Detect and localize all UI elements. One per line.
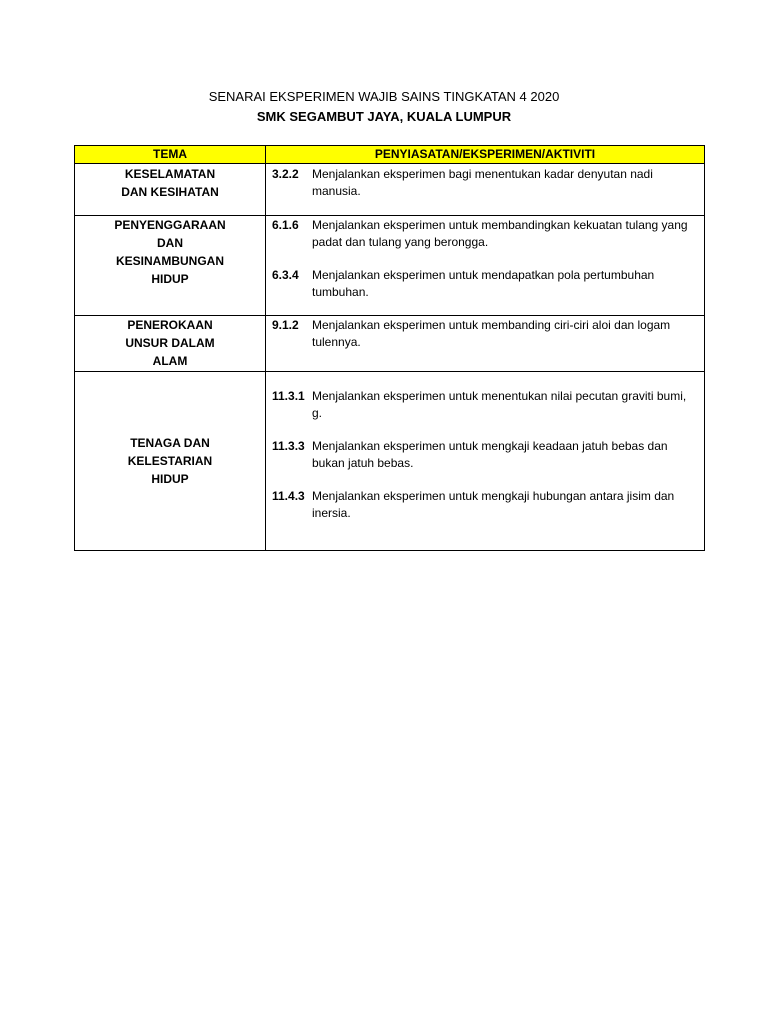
activity-text: Menjalankan eksperimen untuk mendapatkan pola pertumbuhan tumbuhan. — [312, 268, 655, 299]
table-row — [75, 164, 705, 216]
activity-code: 11.4.3 — [272, 489, 305, 503]
activity-item — [266, 317, 704, 351]
activity-code: 11.3.3 — [272, 439, 305, 453]
activity-code: 6.1.6 — [272, 218, 299, 232]
experiment-table — [74, 145, 705, 551]
activity-cell — [266, 216, 705, 316]
activity-code: 11.3.1 — [272, 389, 305, 403]
tema-cell — [75, 216, 266, 316]
table-header-row — [75, 146, 705, 164]
tema-line: PENEROKAAN — [127, 318, 213, 332]
activity-code: 6.3.4 — [272, 268, 299, 282]
activity-text: Menjalankan eksperimen untuk membandingkan kekuatan tulang yang padat dan tulang yang berongga. — [312, 218, 688, 249]
tema-line: PENYENGGARAAN — [114, 218, 226, 232]
tema-line: UNSUR DALAM — [125, 336, 215, 350]
activity-code: 9.1.2 — [272, 318, 299, 332]
activity-text: Menjalankan eksperimen untuk mengkaji keadaan jatuh bebas dan bukan jatuh bebas. — [312, 439, 668, 470]
activity-item — [266, 267, 704, 301]
activity-text: Menjalankan eksperimen untuk membanding ciri-ciri aloi dan logam tulennya. — [312, 318, 671, 349]
tema-cell — [75, 372, 266, 551]
tema-line: TENAGA DAN — [130, 436, 210, 450]
header-aktiviti: PENYIASATAN/EKSPERIMEN/AKTIVITI — [266, 146, 705, 164]
tema-line: KESELAMATAN — [124, 167, 216, 181]
tema-line: ALAM — [152, 354, 188, 368]
activity-item — [266, 438, 704, 472]
document-title: SENARAI EKSPERIMEN WAJIB SAINS TINGKATAN 4 2020 — [208, 89, 560, 104]
activity-cell — [266, 316, 705, 372]
tema-line: KESINAMBUNGAN — [116, 254, 224, 268]
tema-line: DAN — [157, 236, 183, 250]
tema-line: DAN KESIHATAN — [121, 185, 219, 199]
activity-item — [266, 488, 704, 522]
table-row — [75, 372, 705, 551]
activity-text: Menjalankan eksperimen untuk menentukan nilai pecutan graviti bumi, g. — [312, 389, 687, 420]
tema-cell — [75, 164, 266, 216]
header-tema: TEMA — [75, 146, 266, 164]
activity-text: Menjalankan eksperimen bagi menentukan kadar denyutan nadi manusia. — [312, 167, 653, 198]
tema-line: HIDUP — [151, 472, 189, 486]
activity-cell — [266, 372, 705, 551]
activity-code: 3.2.2 — [272, 167, 299, 181]
activity-cell — [266, 164, 705, 216]
activity-text: Menjalankan eksperimen untuk mengkaji hubungan antara jisim dan inersia. — [312, 489, 675, 520]
table-row — [75, 216, 705, 316]
activity-item — [266, 388, 704, 422]
table-row — [75, 316, 705, 372]
activity-item — [266, 217, 704, 251]
tema-line: KELESTARIAN — [127, 454, 213, 468]
tema-cell — [75, 316, 266, 372]
activity-item — [266, 166, 704, 200]
school-name: SMK SEGAMBUT JAYA, KUALA LUMPUR — [256, 109, 512, 124]
tema-line: HIDUP — [151, 272, 189, 286]
